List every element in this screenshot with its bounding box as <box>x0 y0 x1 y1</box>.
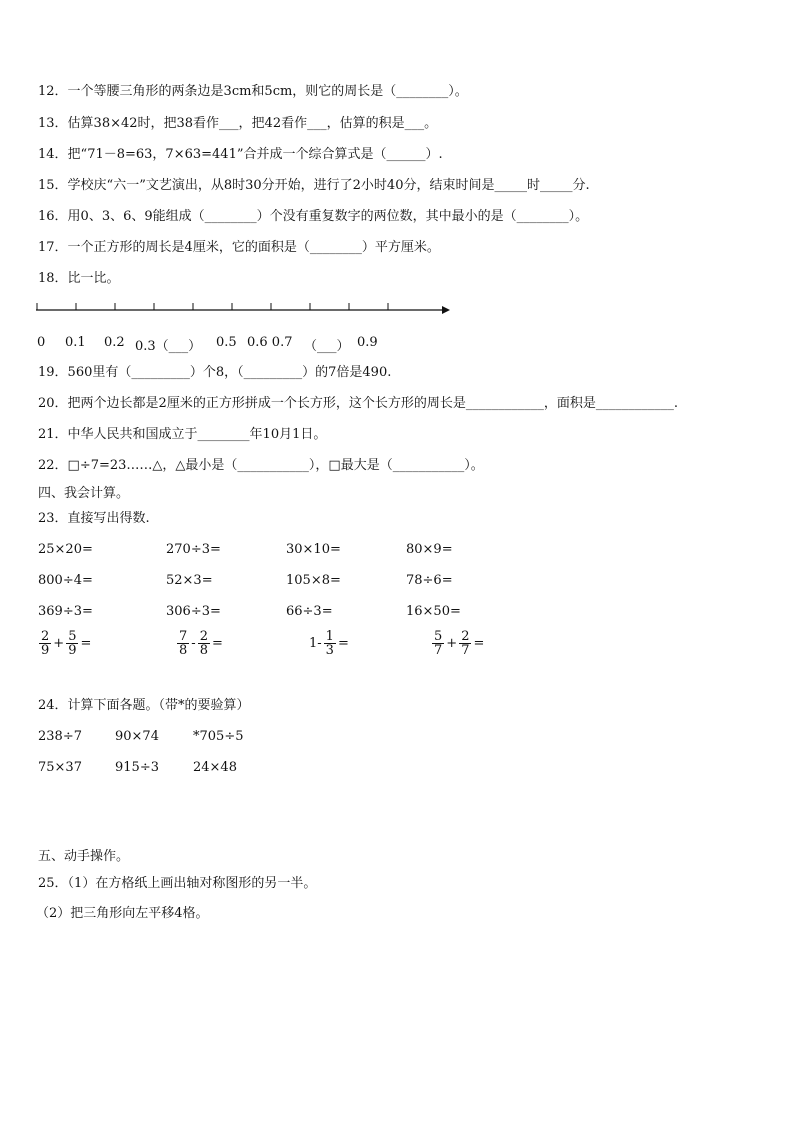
number-line-label: 0.6 0.7 <box>247 335 293 350</box>
denominator: 7 <box>434 643 443 658</box>
equals-sign: = <box>80 636 92 651</box>
question-25-part-2: （2）把三角形向左平移4格。 <box>36 906 209 921</box>
fraction-expr <box>176 630 224 657</box>
calc-item: 306÷3= <box>166 604 221 619</box>
question-15: 15．学校庆“六一”文艺演出，从8时30分开始，进行了2小时40分，结束时间是_____时_____分. <box>38 178 590 193</box>
denominator: 7 <box>461 643 470 658</box>
numerator: 5 <box>434 629 443 644</box>
number-line-arrow <box>442 306 450 314</box>
question-18: 18．比一比。 <box>38 271 120 286</box>
equals-sign: = <box>337 636 349 651</box>
number-line-label: 0.9 <box>357 335 378 350</box>
number-line-label: 0.5 <box>216 335 237 350</box>
number-line <box>34 298 454 322</box>
denominator: 8 <box>179 643 188 658</box>
calc-item: 75×37 <box>38 760 82 775</box>
denominator: 8 <box>199 643 208 658</box>
denominator: 9 <box>41 643 50 658</box>
calc-item: 238÷7 <box>38 729 82 744</box>
number-line-label: 0 <box>37 335 46 350</box>
question-21: 21．中华人民共和国成立于________年10月1日。 <box>38 427 327 442</box>
question-12: 12．一个等腰三角形的两条边是3cm和5cm，则它的周长是（________）。 <box>38 84 468 99</box>
numerator: 5 <box>68 629 77 644</box>
number-line-label: （___） <box>304 339 350 354</box>
question-16: 16．用0、3、6、9能组成（________）个没有重复数字的两位数，其中最小的是（________）。 <box>38 209 589 224</box>
fraction <box>198 630 210 657</box>
numerator: 2 <box>461 629 470 644</box>
question-25-part-1: 25．（1）在方格纸上画出轴对称图形的另一半。 <box>38 876 317 891</box>
equals-sign: = <box>211 636 223 651</box>
denominator: 3 <box>325 643 334 658</box>
question-17: 17．一个正方形的周长是4厘米，它的面积是（________）平方厘米。 <box>38 240 440 255</box>
calc-item: 105×8= <box>286 573 341 588</box>
calc-item: 66÷3= <box>286 604 333 619</box>
question-24: 24．计算下面各题。（带*的要验算） <box>38 698 250 713</box>
question-14: 14．把“71－8=63，7×63=441”合并成一个综合算式是（______）. <box>38 147 443 162</box>
denominator: 9 <box>68 643 77 658</box>
question-13: 13．估算38×42时，把38看作___，把42看作___，估算的积是___。 <box>38 116 438 131</box>
fraction <box>66 630 78 657</box>
calc-item: 800÷4= <box>38 573 93 588</box>
fraction-expr <box>308 630 350 657</box>
section-5-heading: 五、动手操作。 <box>38 849 130 864</box>
calc-item: 270÷3= <box>166 542 221 557</box>
number-line-label: 0.3（___） <box>135 339 202 354</box>
operator: - <box>191 636 196 651</box>
calc-item: *705÷5 <box>193 729 244 744</box>
equals-sign: = <box>473 636 485 651</box>
number-line-label: 0.2 <box>104 335 125 350</box>
question-22: 22．□÷7=23……△，△最小是（___________），□最大是（___________）。 <box>38 458 484 473</box>
fraction <box>459 630 471 657</box>
whole-minus: 1- <box>309 636 322 651</box>
fraction <box>177 630 189 657</box>
calc-item: 78÷6= <box>406 573 453 588</box>
question-19: 19．560里有（_________）个8，（_________）的7倍是490. <box>38 365 392 380</box>
numerator: 7 <box>179 629 188 644</box>
section-4-heading: 四、我会计算。 <box>38 486 130 501</box>
calc-item: 80×9= <box>406 542 453 557</box>
number-line-label: 0.1 <box>65 335 86 350</box>
calc-item: 915÷3 <box>115 760 159 775</box>
fraction-expr <box>38 630 92 657</box>
numerator: 2 <box>41 629 50 644</box>
operator: + <box>53 636 65 651</box>
question-20: 20．把两个边长都是2厘米的正方形拼成一个长方形，这个长方形的周长是____________，面积是____________. <box>38 396 678 411</box>
calc-item: 30×10= <box>286 542 341 557</box>
calc-item: 369÷3= <box>38 604 93 619</box>
fraction <box>39 630 51 657</box>
numerator: 1 <box>325 629 334 644</box>
operator: + <box>446 636 458 651</box>
calc-item: 24×48 <box>193 760 237 775</box>
calc-item: 90×74 <box>115 729 159 744</box>
fraction <box>432 630 444 657</box>
fraction-expr <box>431 630 485 657</box>
question-23: 23．直接写出得数. <box>38 511 150 526</box>
calc-item: 25×20= <box>38 542 93 557</box>
numerator: 2 <box>199 629 208 644</box>
fraction <box>324 630 336 657</box>
calc-item: 52×3= <box>166 573 213 588</box>
calc-item: 16×50= <box>406 604 461 619</box>
